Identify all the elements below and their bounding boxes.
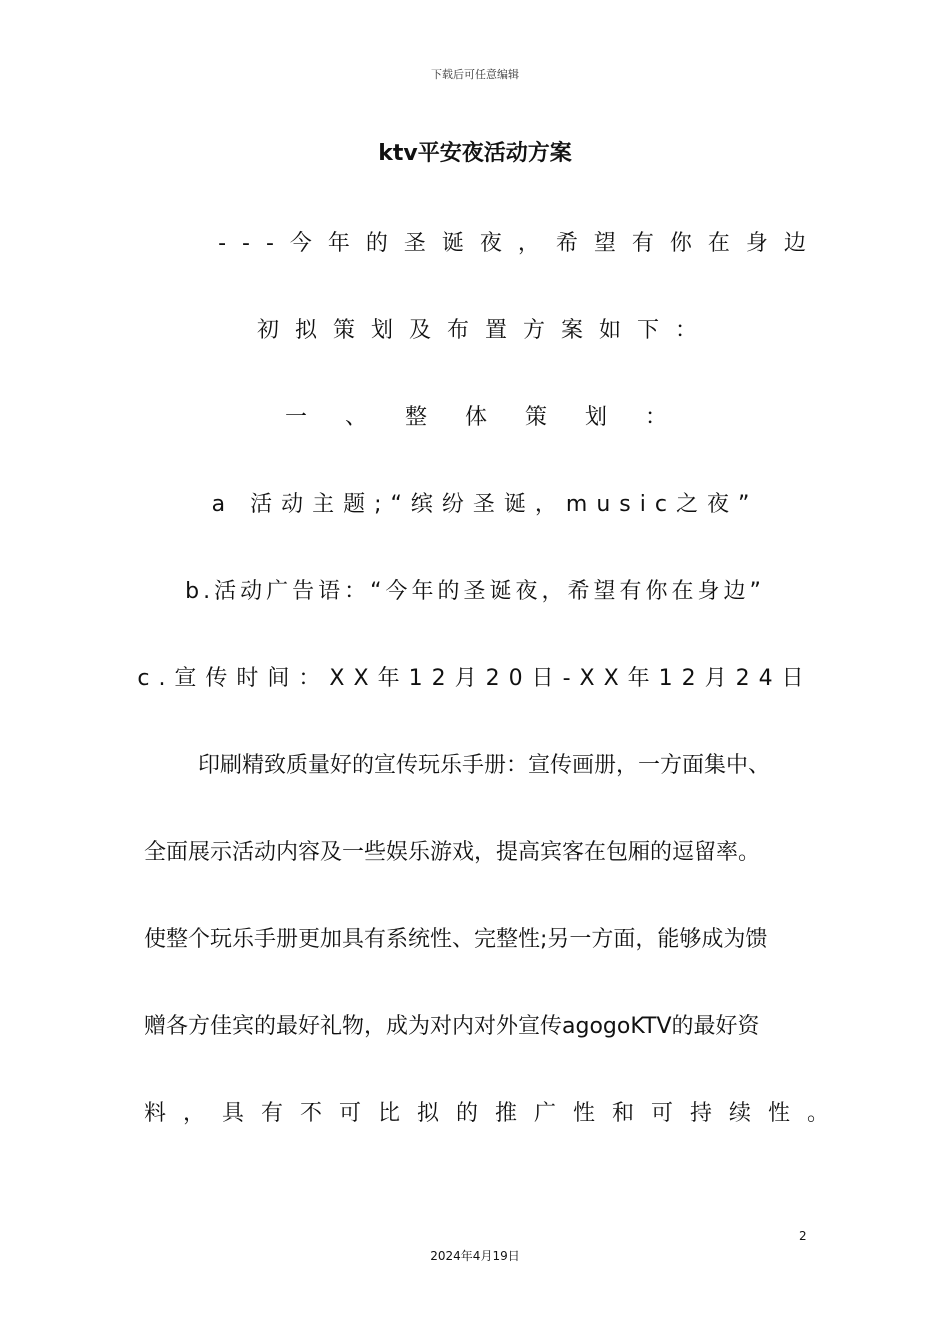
activity-theme-line: a 活动主题;“缤纷圣诞，music之夜” <box>211 492 759 517</box>
subtitle-line: ---今年的圣诞夜，希望有你在身边 <box>218 231 822 256</box>
paragraph-line-5: 料，具有不可比拟的推广性和可持续性。 <box>144 1101 847 1126</box>
promotion-time-line: c.宣传时间：XX年12月20日-XX年12月24日 <box>137 666 813 691</box>
paragraph-line-4: 赠各方佳宾的最好礼物，成为对内对外宣传agogoKTV的最好资 <box>144 1014 760 1039</box>
paragraph-line-2: 全面展示活动内容及一些娱乐游戏，提高宾客在包厢的逗留率。 <box>144 840 761 865</box>
document-title: ktv平安夜活动方案 <box>378 141 572 166</box>
plan-intro-line: 初拟策划及布置方案如下： <box>256 318 713 343</box>
activity-slogan-line: b.活动广告语：“今年的圣诞夜，希望有你在身边” <box>185 579 765 604</box>
footer-date: 2024年4月19日 <box>430 1249 520 1263</box>
paragraph-line-3: 使整个玩乐手册更加具有系统性、完整性;另一方面，能够成为馈 <box>144 927 768 952</box>
section-heading: 一、整体策划： <box>284 405 705 430</box>
header-note: 下载后可任意编辑 <box>431 68 519 81</box>
paragraph-line-1: 印刷精致质量好的宣传玩乐手册：宣传画册，一方面集中、 <box>198 753 771 778</box>
page-number: 2 <box>799 1229 807 1243</box>
